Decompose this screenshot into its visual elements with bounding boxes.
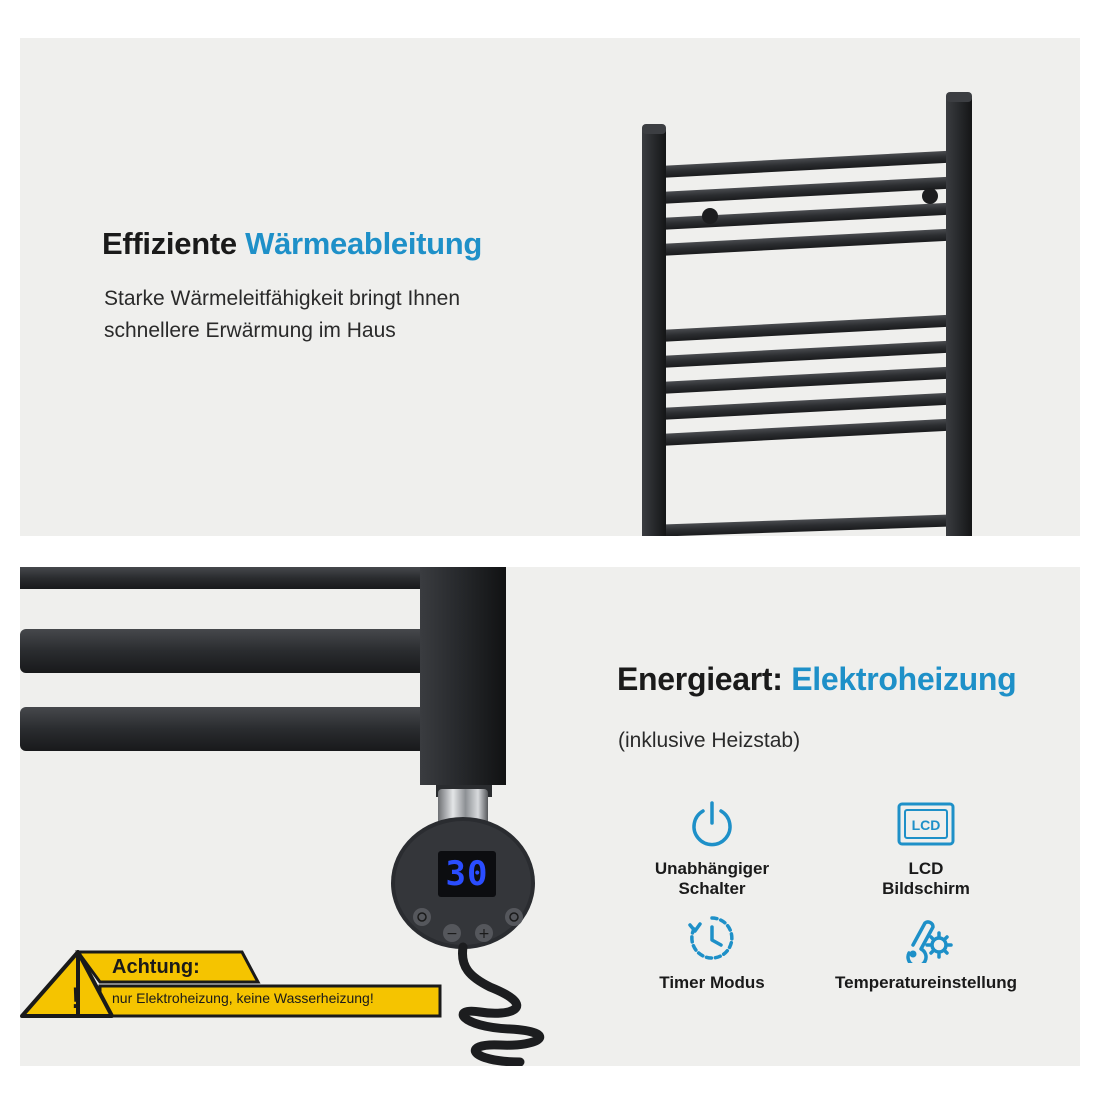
section1-description (104, 283, 460, 347)
section1-title-plain: Effiziente (102, 226, 237, 261)
feature-power-switch (612, 799, 812, 899)
feature-power-line-2: Schalter (678, 879, 746, 898)
warning-triangle-icon (20, 950, 460, 1020)
radiator-rails (660, 150, 960, 536)
feature-lcd-label (826, 859, 1026, 899)
feature-timer-mode (612, 913, 812, 993)
warning-title: Achtung: (112, 956, 200, 978)
feature-timer-label (612, 973, 812, 993)
feature-timer-line-1: Timer Modus (659, 973, 765, 992)
timer-icon (687, 913, 737, 963)
warning-exclamation: ! (71, 982, 81, 1015)
section1-desc-line-2: schnellere Erwärmung im Haus (104, 319, 396, 342)
warning-banner (20, 950, 460, 1020)
svg-text:+: + (478, 926, 490, 942)
temperature-display: 30 (445, 854, 489, 894)
towel-radiator-image (620, 78, 1000, 536)
lcd-icon-text: LCD (911, 817, 941, 833)
section2-title (617, 661, 1016, 698)
temperature-settings-icon (899, 913, 953, 963)
section1-title (102, 226, 482, 262)
svg-text:−: − (446, 926, 458, 942)
section2-title-plain: Energieart: (617, 661, 783, 697)
section1-desc-line-1: Starke Wärmeleitfähigkeit bringt Ihnen (104, 287, 461, 310)
section1-title-accent: Wärmeableitung (245, 226, 483, 261)
feature-lcd-line-2: Bildschirm (882, 879, 970, 898)
section2-subtitle: (inklusive Heizstab) (618, 729, 801, 752)
feature-power-label (612, 859, 812, 899)
feature-lcd-screen (826, 799, 1026, 899)
feature-power-line-1: Unabhängiger (654, 859, 770, 878)
top-panel (20, 38, 1080, 536)
feature-temperature-label (816, 973, 1036, 993)
feature-temperature-line-1: Temperatureinstellung (835, 973, 1017, 992)
lcd-icon (896, 799, 956, 849)
feature-lcd-line-1: LCD (908, 859, 944, 878)
feature-temperature-setting (816, 913, 1036, 993)
section2-title-accent: Elektroheizung (791, 661, 1017, 697)
warning-text: nur Elektroheizung, keine Wasserheizung! (112, 990, 374, 1006)
power-icon (687, 799, 737, 849)
